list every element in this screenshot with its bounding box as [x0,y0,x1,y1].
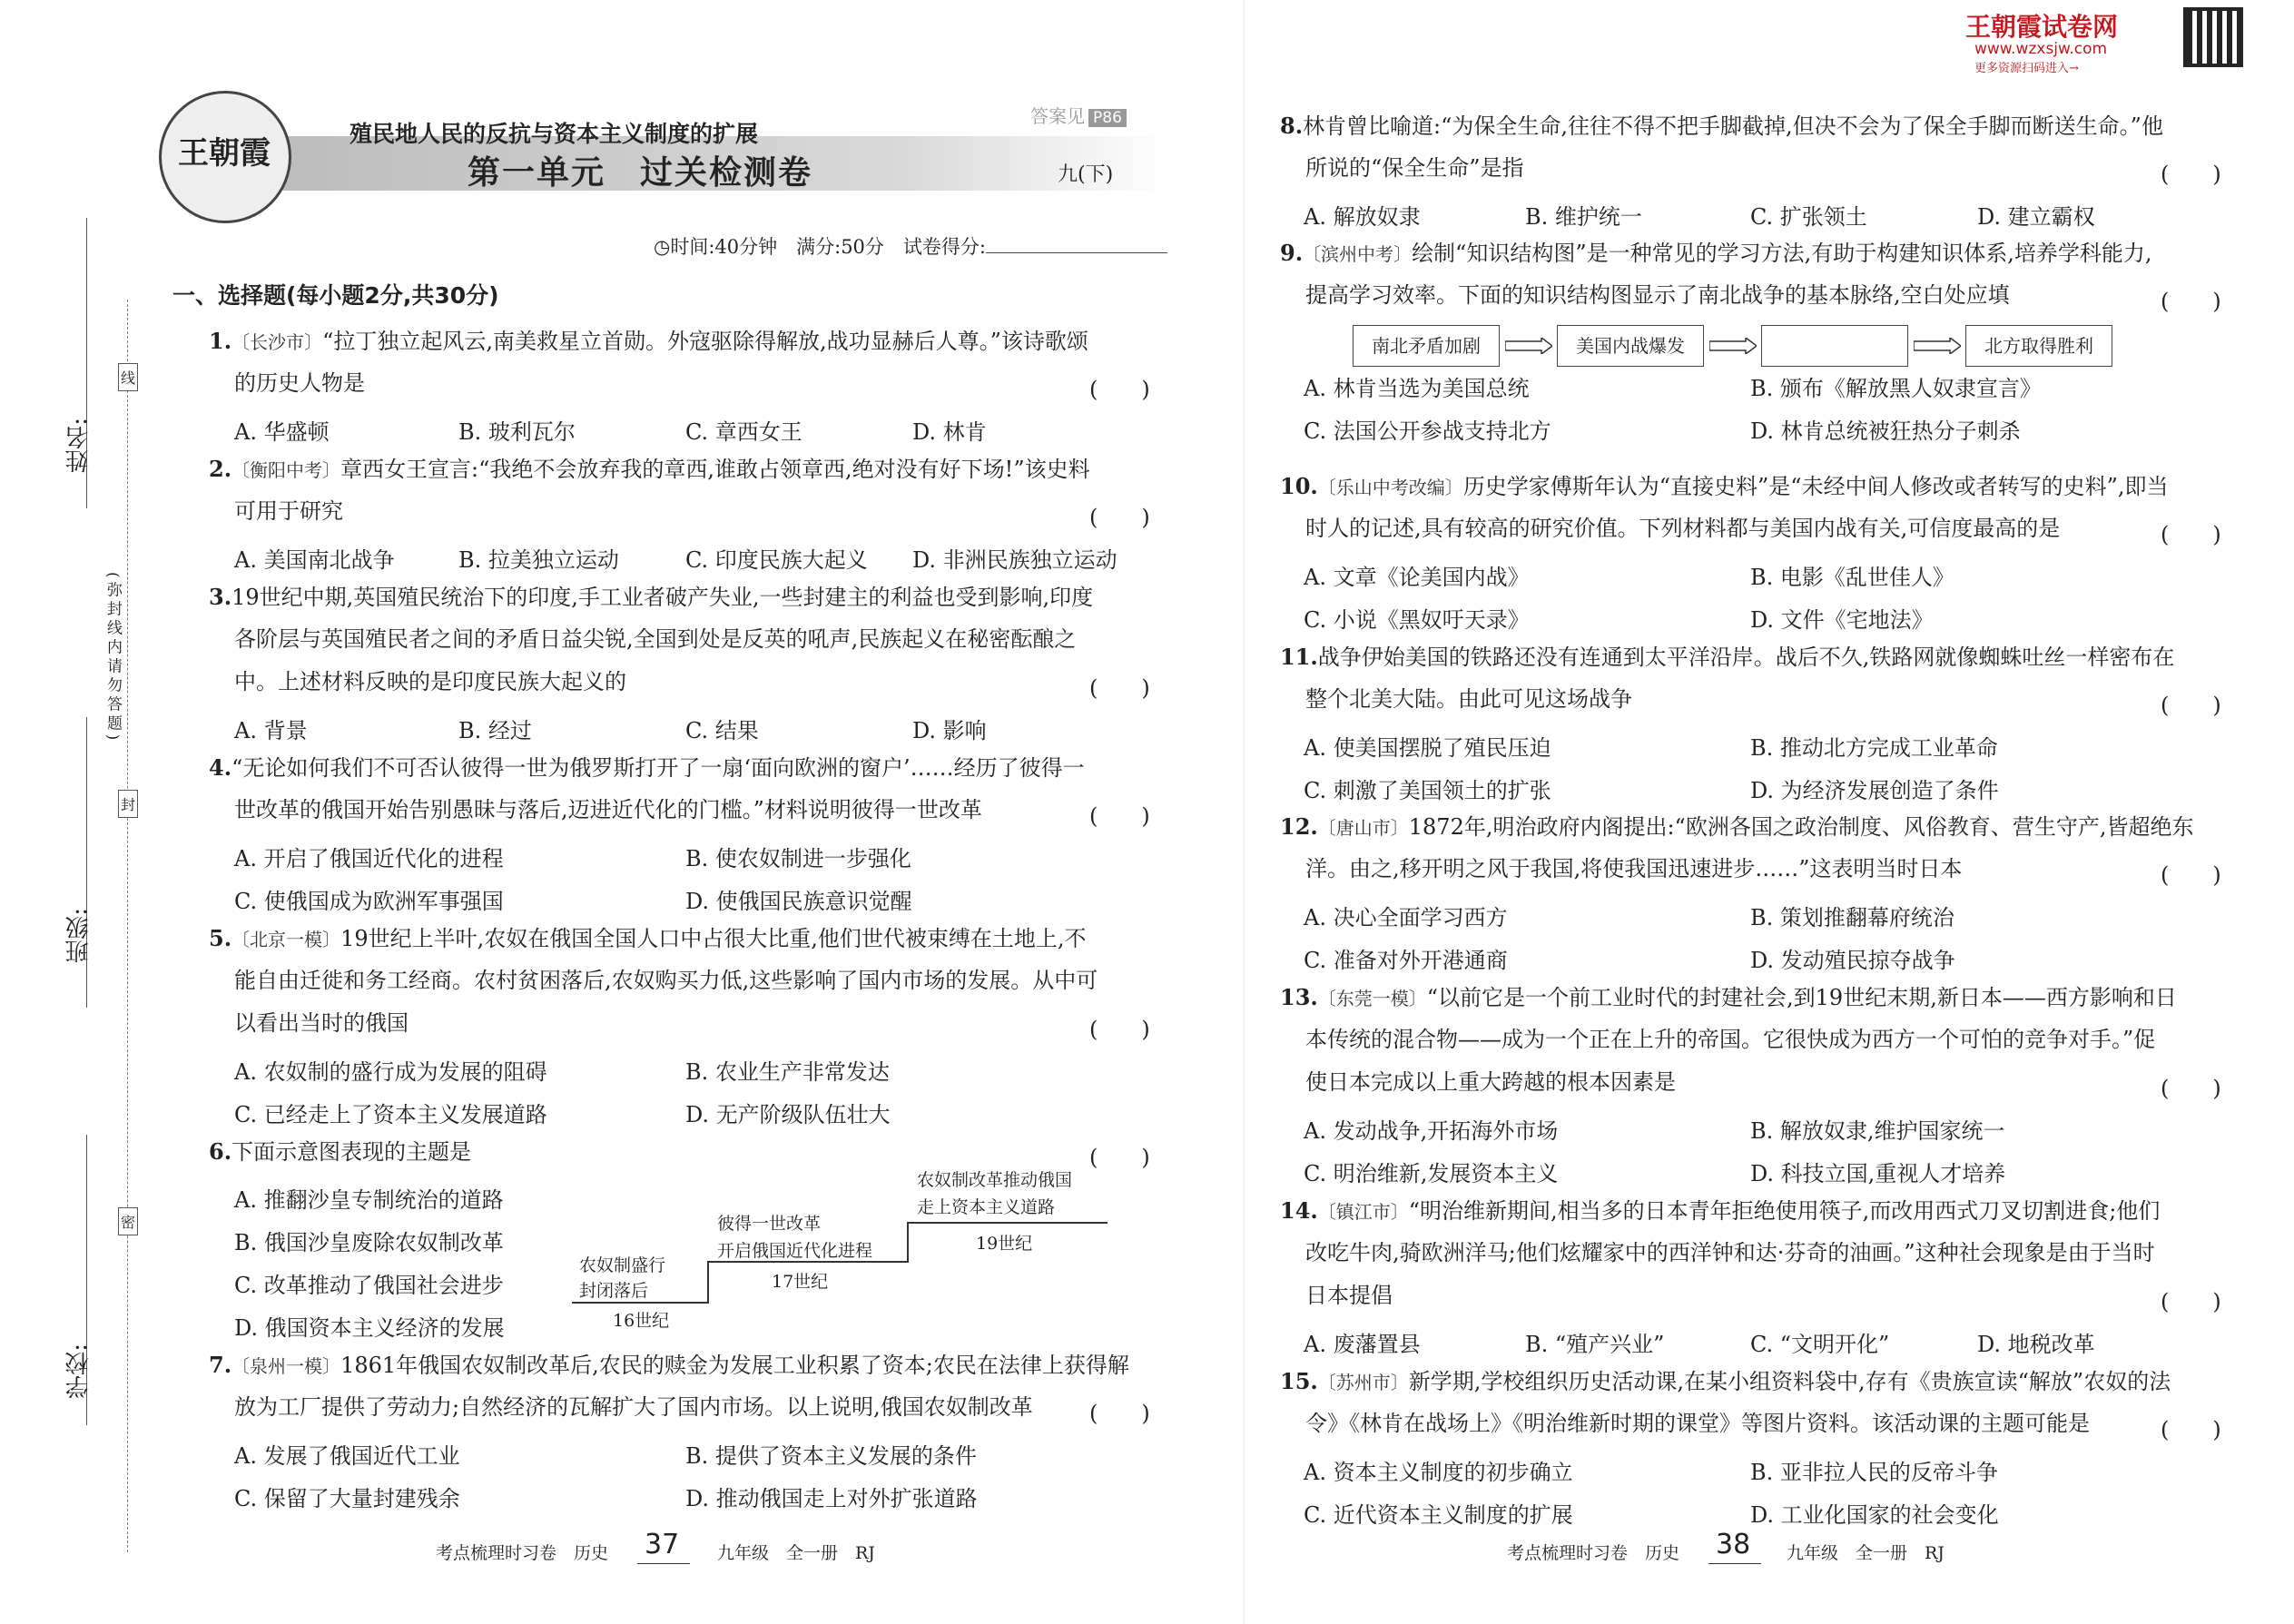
question-text-line [209,320,1088,364]
question-text: 章西女王宣言:“我绝不会放弃我的章西,谁敢占领章西,绝对没有好下场!”该史料 [340,457,1090,482]
question-text-line [234,661,626,704]
option-b[interactable]: B. 推动北方完成工业革命 [1750,735,1998,761]
logo-text: 王朝霞 [178,135,271,172]
question-source: 〔唐山市〕 [1317,817,1409,839]
question-number: 9. [1280,240,1304,266]
seal-notice: (弥封线内请勿答题) [102,572,124,743]
question-text-line [234,789,982,832]
answer-blank[interactable]: ( ) [2161,1076,2221,1101]
question-text: 林肯曾比喻道:“为保全生命,往往不得不把手脚截掉,但决不会为了保全手脚而断送生命。”他 [1303,113,2163,139]
question-text-line [1280,805,2193,850]
option-b[interactable]: B. 亚非拉人民的反帝斗争 [1750,1460,1998,1485]
question-text-line [1305,1275,1393,1317]
page-number-left: 37 [645,1529,680,1560]
option-a[interactable]: A. 文章《论美国内战》 [1304,565,1530,590]
option-d[interactable]: D. 俄国资本主义经济的发展 [234,1315,505,1341]
question-text: 绘制“知识结构图”是一种常见的学习方法,有助于构建知识体系,培养学科能力, [1412,241,2152,266]
option-d[interactable]: D. 林肯总统被狂热分子刺杀 [1750,418,2021,445]
question-text-line [209,746,1085,790]
option-a[interactable]: A. 华盛顿 [234,419,330,445]
option-d[interactable]: D. 影响 [912,718,987,743]
question-number: 13. [1280,984,1318,1010]
option-d[interactable]: D. 使俄国民族意识觉醒 [685,889,912,914]
answer-page-badge: P86 [1088,109,1127,127]
option-d[interactable]: D. 科技立国,重视人才培养 [1750,1161,2006,1186]
binding-margin [0,0,145,1624]
question-text-line [209,448,1090,492]
question-text-line [1305,274,2010,317]
seal-mark-mid: 封 [118,790,138,818]
option-c[interactable]: C. 使俄国成为欧洲军事强国 [234,889,504,914]
option-d[interactable]: D. 工业化国家的社会变化 [1750,1502,1999,1528]
option-d[interactable]: D. 无产阶级队伍壮大 [685,1102,891,1127]
footer-left-grade: 九年级 全一册 RJ [717,1543,875,1563]
question-source: 〔苏州市〕 [1317,1372,1409,1393]
answer-blank[interactable]: ( ) [2161,289,2221,314]
page-title: 第一单元 过关检测卷 [468,154,813,192]
page-number-underline [637,1563,690,1564]
clock-icon: ◷ [654,236,671,258]
option-d[interactable]: D. 地税改革 [1977,1332,2095,1357]
stair-step3-label: 19世纪 [976,1234,1033,1254]
qr-code-icon[interactable] [2183,7,2243,67]
question-text: 1872年,明治政府内阁提出:“欧洲各国之政治制度、风俗教育、营生守产,皆超绝东 [1408,814,2194,840]
logo [159,91,291,223]
question-text-line [209,1343,1129,1388]
question-text: 本传统的混合物——成为一个正在上升的帝国。它很快成为西方一个可怕的竞争对手。”促 [1305,1027,2156,1052]
option-c[interactable]: C. 准备对外开港通商 [1304,948,1508,973]
answer-blank[interactable]: ( ) [1089,1401,1150,1426]
option-c[interactable]: C. “文明开化” [1750,1332,1890,1357]
question-number: 7. [209,1352,232,1378]
question-number: 10. [1280,473,1318,499]
question-text-line [234,1386,1033,1429]
answer-blank[interactable]: ( ) [2161,693,2221,718]
question-text: 改吃牛肉,骑欧洲洋马;他们炫耀家中的西洋钟和达·芬奇的油画。”这种社会现象是由于当时 [1305,1240,2155,1265]
question-source: 〔东莞一模〕 [1317,988,1427,1009]
question-text: 19世纪上半叶,农奴在俄国全国人口中占很大比重,他们世代被束缚在土地上,不 [340,926,1087,951]
question-text: 整个北美大陆。由此可见这场战争 [1305,686,1632,712]
question-text: 19世纪中期,英国殖民统治下的印度,手工业者破产失业,一些封建主的利益也受到影响,印度 [231,585,1094,610]
question-text-line [234,362,365,405]
stair-step2: 彼得一世改革 开启俄国近代化进程 [717,1214,873,1261]
stair-diagram [572,1166,1117,1339]
brand-url[interactable]: www.wzxsjw.com [1974,40,2108,58]
question-text: 能自由迁徙和务工经商。农村贫困落后,农奴购买力低,这些影响了国内市场的发展。从中可 [234,968,1098,993]
option-b[interactable]: B. 维护统一 [1525,204,1642,230]
option-c[interactable]: C. 章西女王 [685,419,802,445]
option-c[interactable]: C. 已经走上了资本主义发展道路 [234,1102,547,1127]
question-number: 6. [209,1138,232,1165]
option-c[interactable]: C. 明治维新,发展资本主义 [1304,1161,1559,1186]
question-source: 〔衡阳中考〕 [231,459,341,481]
option-a[interactable]: A. 农奴制的盛行成为发展的阻碍 [234,1059,547,1085]
question-text: 历史学家傅斯年认为“直接史料”是“未经中间人修改或者转写的史料”,即当 [1462,474,2169,499]
question-text: “以前它是一个前工业时代的封建社会,到19世纪末期,新日本——西方影响和日 [1426,985,2177,1010]
flow-box-4: 北方取得胜利 [1965,325,2112,367]
question-text-line [1280,104,2163,148]
question-text: 提高学习效率。下面的知识结构图显示了南北战争的基本脉络,空白处应填 [1305,282,2010,308]
stair-step1: 农奴制盛行 封闭落后 [579,1255,666,1301]
answer-blank[interactable]: ( ) [1089,377,1150,402]
question-text: 战争伊始美国的铁路还没有连通到太平洋沿岸。战后不久,铁路网就像蜘蛛吐丝一样密布在 [1317,645,2175,670]
question-text: 的历史人物是 [234,370,365,396]
question-text-line [1305,848,1963,891]
page-number-right: 38 [1716,1529,1751,1560]
option-a[interactable]: A. 推翻沙皇专制统治的道路 [234,1187,504,1213]
option-c[interactable]: C. 法国公开参战支持北方 [1304,418,1551,445]
question-text: 中。上述材料反映的是印度民族大起义的 [234,669,626,694]
seal-mark-bottom: 密 [118,1207,138,1235]
question-text-line [1280,1189,2160,1234]
brand-name: 王朝霞试卷网 [1965,12,2119,42]
option-c[interactable]: C. 扩张领土 [1750,204,1867,230]
question-text-line [1280,231,2152,276]
option-b[interactable]: B. 农业生产非常发达 [685,1059,890,1085]
option-c[interactable]: C. 小说《黑奴吁天录》 [1304,607,1530,633]
question-text: 1861年俄国农奴制改革后,农民的赎金为发展工业积累了资本;农民在法律上获得解 [340,1353,1129,1378]
question-text-line [1280,1360,2171,1404]
option-b[interactable]: B. 策划推翻幕府统治 [1750,905,1954,930]
question-source: 〔北京一模〕 [231,929,341,950]
flow-box-2: 美国内战爆发 [1557,325,1704,367]
option-b[interactable]: B. 电影《乱世佳人》 [1750,565,1954,590]
question-text-line [1305,147,1524,190]
question-text-line [234,960,1098,1002]
question-text: 时人的记述,具有较高的研究价值。下列材料都与美国内战有关,可信度最高的是 [1305,516,2061,541]
question-text-line [209,917,1087,961]
question-number: 2. [209,456,232,482]
name-label: 姓名: [65,418,93,473]
question-text-line [1305,1403,2090,1445]
option-a[interactable]: A. 使美国摆脱了殖民压迫 [1304,735,1551,761]
answer-blank[interactable]: ( ) [2161,1289,2221,1314]
question-number: 14. [1280,1197,1318,1224]
footer-right-text: 考点梳理时习卷 历史 [1507,1543,1680,1563]
question-text-line [209,576,1093,619]
answer-blank[interactable]: ( ) [2161,522,2221,547]
option-b[interactable]: B. 解放奴隶,维护国家统一 [1750,1118,2005,1144]
option-c[interactable]: C. 结果 [685,718,759,743]
option-b[interactable]: B. “殖产兴业” [1525,1332,1665,1357]
option-a[interactable]: A. 资本主义制度的初步确立 [1304,1460,1573,1485]
question-text-line [1280,976,2177,1020]
flow-box-1: 南北矛盾加剧 [1353,325,1500,367]
option-d[interactable]: D. 非洲民族独立运动 [912,547,1117,573]
question-number: 11. [1280,644,1318,670]
question-source: 〔镇江市〕 [1317,1201,1409,1223]
flow-diagram [1353,325,2115,370]
page-number-underline [1708,1563,1761,1564]
question-text: 下面示意图表现的主题是 [231,1139,472,1165]
question-text: 以看出当时的俄国 [234,1010,409,1036]
question-text: “拉丁独立起风云,南美救星立首勋。外寇驱除得解放,战功显赫后人尊。”该诗歌颂 [322,329,1088,354]
option-c[interactable]: C. 改革推动了俄国社会进步 [234,1273,504,1298]
seal-mark-top: 线 [118,363,138,391]
answer-blank[interactable]: ( ) [2161,862,2221,888]
option-a[interactable]: A. 解放奴隶 [1304,204,1421,230]
answer-blank[interactable]: ( ) [1089,1145,1150,1170]
seal-line [127,300,128,1552]
option-b[interactable]: B. 拉美独立运动 [458,547,619,573]
question-text-line [234,490,343,533]
brand-scan: 更多资源扫码进入→ [1974,62,2079,75]
exam-meta: ◷时间:40分钟 满分:50分 试卷得分: [654,232,1167,260]
question-text: 可用于研究 [234,498,343,524]
option-a[interactable]: A. 废藩置县 [1304,1332,1421,1357]
question-source: 〔泉州一模〕 [231,1355,341,1377]
question-text: 世改革的俄国开始告别愚昧与落后,迈进近代化的门槛。”材料说明彼得一世改革 [234,797,982,822]
stair-step2-label: 17世纪 [772,1272,829,1292]
question-text: 放为工厂提供了劳动力;自然经济的瓦解扩大了国内市场。以上说明,俄国农奴制改革 [234,1394,1033,1420]
question-number: 3. [209,584,232,610]
question-text-line [234,1002,409,1045]
answer-blank[interactable]: ( ) [2161,1417,2221,1442]
option-d[interactable]: D. 林肯 [912,419,987,445]
question-text-line [209,1130,471,1174]
question-text: 日本提倡 [1305,1283,1393,1308]
grade-label: 九(下) [1058,163,1114,186]
question-text: “明治维新期间,相当多的日本青年拒绝使用筷子,而改用西式刀叉切割进食;他们 [1408,1198,2161,1224]
question-text: 所说的“保全生命”是指 [1305,155,1524,181]
answer-ref: 答案见 P86 [1030,102,1127,128]
question-source: 〔长沙市〕 [231,331,323,353]
footer-right-grade: 九年级 全一册 RJ [1787,1543,1944,1563]
question-text: “无论如何我们不可否认彼得一世为俄罗斯打开了一扇‘面向欧洲的窗户’……经历了彼得一 [231,755,1085,781]
school-label: 学校: [65,1343,93,1399]
question-text: 令》《林肯在战场上》《明治维新时期的课堂》等图片资料。该活动课的主题可能是 [1305,1411,2090,1436]
option-a[interactable]: A. 开启了俄国近代化的进程 [234,846,504,871]
unit-subtitle: 殖民地人民的反抗与资本主义制度的扩展 [350,121,759,147]
option-b[interactable]: B. 提供了资本主义发展的条件 [685,1443,977,1469]
answer-blank[interactable]: ( ) [2161,162,2221,187]
question-number: 15. [1280,1368,1318,1394]
question-number: 1. [209,328,232,354]
option-a[interactable]: A. 决心全面学习西方 [1304,905,1508,930]
flow-arrow-3 [1914,338,1961,354]
question-text-line [1280,635,2174,679]
question-text-line [1305,678,1632,721]
question-source: 〔乐山中考改编〕 [1317,477,1463,498]
question-text-line [1305,1232,2155,1275]
stair-step3: 农奴制改革推动俄国 走上资本主义道路 [917,1170,1073,1217]
option-a[interactable]: A. 林肯当选为美国总统 [1304,376,1530,402]
class-label: 班级: [65,908,93,963]
flow-box-blank [1761,325,1908,367]
question-text: 各阶层与英国殖民者之间的矛盾日益尖锐,全国到处是反英的吼声,民族起义在秘密酝酿之 [234,626,1077,652]
question-text: 洋。由之,移开明之风于我国,将使我国迅速进步……”这表明当时日本 [1305,856,1963,881]
option-c[interactable]: C. 近代资本主义制度的扩展 [1304,1502,1573,1528]
option-d[interactable]: D. 发动殖民掠夺战争 [1750,948,1955,973]
option-d[interactable]: D. 为经济发展创造了条件 [1750,778,1999,803]
question-number: 12. [1280,813,1318,840]
option-a[interactable]: A. 发展了俄国近代工业 [234,1443,460,1469]
question-text: 使日本完成以上重大跨越的根本因素是 [1305,1069,1676,1095]
option-a[interactable]: A. 发动战争,开拓海外市场 [1304,1118,1559,1144]
option-b[interactable]: B. 使农奴制进一步强化 [685,846,911,871]
option-a[interactable]: A. 背景 [234,718,308,743]
flow-arrow-2 [1709,338,1757,354]
answer-blank[interactable]: ( ) [1089,505,1150,530]
question-text-line [234,618,1076,661]
option-d[interactable]: D. 文件《宅地法》 [1750,607,1934,633]
answer-blank[interactable]: ( ) [1089,803,1150,829]
option-c[interactable]: C. 刺激了美国领土的扩张 [1304,778,1551,803]
footer-left-text: 考点梳理时习卷 历史 [436,1543,609,1563]
question-text: 新学期,学校组织历史活动课,在某小组资料袋中,存有《贵族宣读“解放”农奴的法 [1408,1369,2171,1394]
option-d[interactable]: D. 建立霸权 [1977,204,2095,230]
option-b[interactable]: B. 俄国沙皇废除农奴制改革 [234,1230,504,1255]
page-divider [1244,0,1245,1624]
option-b[interactable]: B. 玻利瓦尔 [458,419,576,445]
option-c[interactable]: C. 印度民族大起义 [685,547,868,573]
section-title: 一、选择题(每小题2分,共30分) [172,282,499,309]
question-text-line [1305,1061,1676,1104]
question-number: 8. [1280,113,1304,139]
question-text-line [1305,507,2060,550]
option-a[interactable]: A. 美国南北战争 [234,547,395,573]
question-text-line [1280,465,2168,509]
question-number: 4. [209,754,232,781]
stair-step1-label: 16世纪 [613,1311,670,1331]
question-source: 〔滨州中考〕 [1303,243,1413,265]
question-number: 5. [209,925,232,951]
class-line [86,717,87,1008]
option-d[interactable]: D. 推动俄国走上对外扩张道路 [685,1486,978,1511]
option-c[interactable]: C. 保留了大量封建残余 [234,1486,460,1511]
answer-blank[interactable]: ( ) [1089,675,1150,701]
option-b[interactable]: B. 颁布《解放黑人奴隶宣言》 [1750,376,2042,402]
flow-arrow-1 [1505,338,1552,354]
score-field[interactable] [986,252,1167,253]
question-text-line [1305,1019,2155,1061]
answer-blank[interactable]: ( ) [1089,1017,1150,1042]
option-b[interactable]: B. 经过 [458,718,532,743]
